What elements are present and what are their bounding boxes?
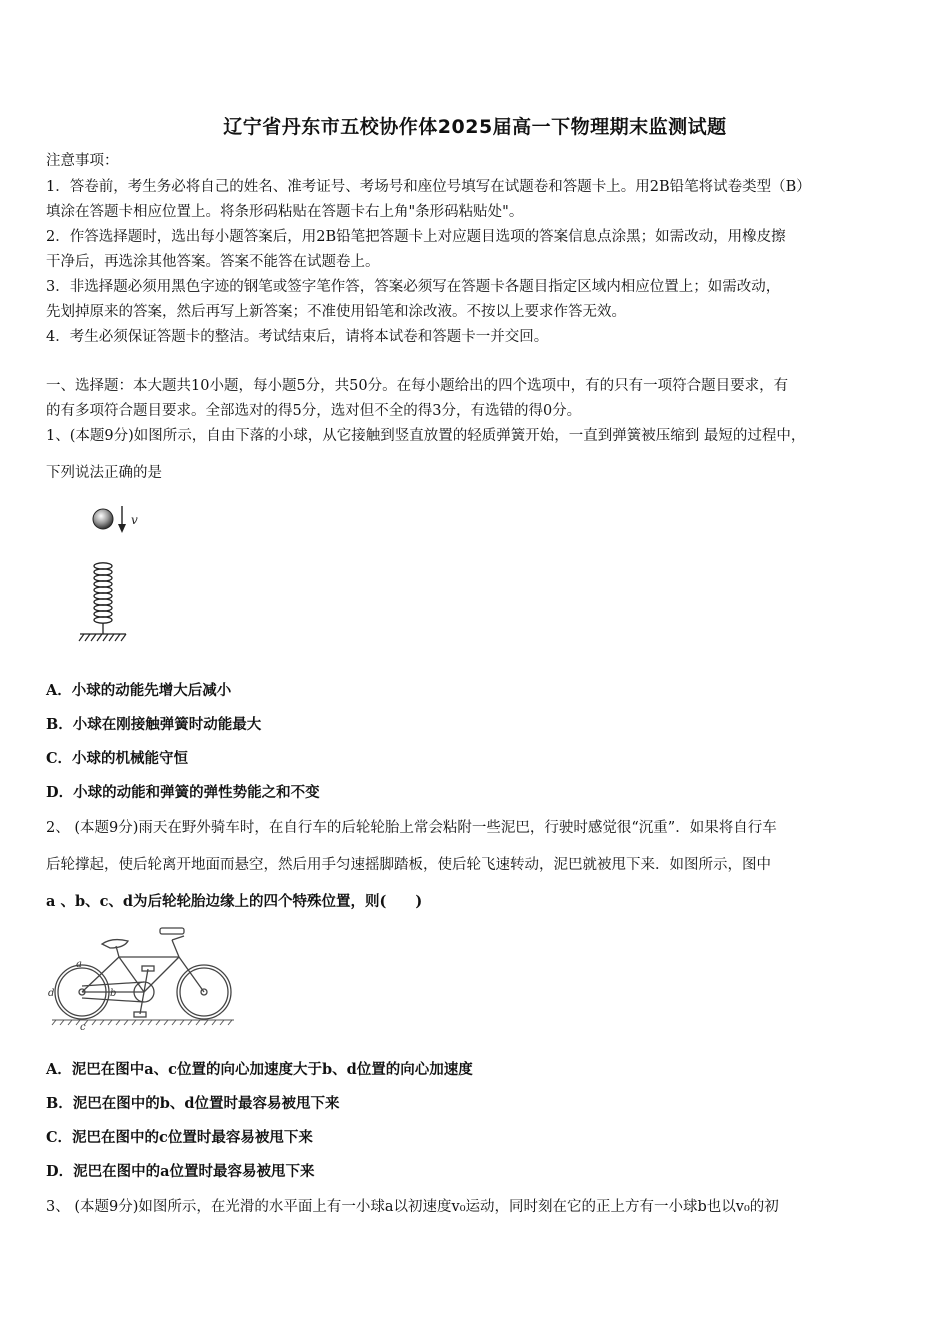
notice-line: 3．非选择题必须用黑色字迹的钢笔或签字笔作答，答案必须写在答题卡各题目指定区域内相应位置上；如需改动， <box>46 279 781 295</box>
notice-line: 填涂在答题卡相应位置上。将条形码粘贴在答题卡右上角"条形码粘贴处"。 <box>46 204 524 220</box>
velocity-label: v <box>131 513 138 527</box>
q1-spring-figure <box>76 500 156 650</box>
q2-option-d: D．泥巴在图中的a位置时最容易被甩下来 <box>46 1163 315 1180</box>
spring-icon <box>94 563 112 634</box>
notice-line: 2．作答选择题时，选出每小题答案后，用2B铅笔把答题卡上对应题目选项的答案信息点涂黑；如需改动，用橡皮擦 <box>46 229 786 245</box>
position-label-d: d <box>48 988 55 999</box>
notice-heading: 注意事项： <box>46 153 119 169</box>
section-intro-line: 的有多项符合题目要求。全部选对的得5分，选对但不全的得3分，有选错的得0分。 <box>46 403 582 419</box>
q1-option-a: A．小球的动能先增大后减小 <box>46 682 232 699</box>
q2-stem-line: 后轮撑起，使后轮离开地面而悬空，然后用手匀速摇脚踏板，使后轮飞速转动，泥巴就被甩下来．如图所示，图中 <box>46 857 771 873</box>
q3-stem-line: 3、 (本题9分)如图所示，在光滑的水平面上有一小球a以初速度v₀运动，同时刻在它的正上方有一小球b也以v₀的初 <box>46 1199 779 1215</box>
q1-option-c: C．小球的机械能守恒 <box>46 750 189 767</box>
q1-option-d: D．小球的动能和弹簧的弹性势能之和不变 <box>46 784 320 801</box>
q1-stem-line: 1、(本题9分)如图所示，自由下落的小球，从它接触到竖直放置的轻质弹簧开始，一直到弹簧被压缩到 最短的过程中， <box>46 428 806 444</box>
page-title: 辽宁省丹东市五校协作体2025届高一下物理期末监测试题 <box>223 116 727 138</box>
notice-line: 干净后，再选涂其他答案。答案不能答在试题卷上。 <box>46 254 380 270</box>
notice-line: 1．答卷前，考生务必将自己的姓名、准考证号、考场号和座位号填写在试题卷和答题卡上。用2B铅笔将试卷类型（B） <box>46 179 811 195</box>
q1-option-b: B．小球在刚接触弹簧时动能最大 <box>46 716 262 733</box>
position-label-c: c <box>80 1022 86 1032</box>
position-label-b: b <box>110 988 117 999</box>
notice-line: 先划掉原来的答案，然后再写上新答案；不准使用铅笔和涂改液。不按以上要求作答无效。 <box>46 304 626 320</box>
notice-line: 4．考生必须保证答题卡的整洁。考试结束后，请将本试卷和答题卡一并交回。 <box>46 329 549 345</box>
q2-option-b: B．泥巴在图中的b、d位置时最容易被甩下来 <box>46 1095 340 1112</box>
q2-stem-line: 2、 (本题9分)雨天在野外骑车时，在自行车的后轮轮胎上常会粘附一些泥巴，行驶时感觉很“沉重”．如果将自行车 <box>46 820 777 836</box>
q2-stem-line: a 、b、c、d为后轮轮胎边缘上的四个特殊位置，则( ) <box>46 893 423 910</box>
q2-option-a: A．泥巴在图中a、c位置的向心加速度大于b、d位置的向心加速度 <box>46 1061 473 1078</box>
position-label-a: a <box>76 959 82 970</box>
ball-icon <box>93 509 113 529</box>
section-intro-line: 一、选择题：本大题共10小题，每小题5分，共50分。在每小题给出的四个选项中，有的只有一项符合题目要求，有 <box>46 378 789 394</box>
q1-stem-line: 下列说法正确的是 <box>46 465 162 481</box>
q2-bicycle-figure <box>44 922 244 1032</box>
q2-option-c: C．泥巴在图中的c位置时最容易被甩下来 <box>46 1129 313 1146</box>
ground-hatch-icon <box>79 634 126 641</box>
